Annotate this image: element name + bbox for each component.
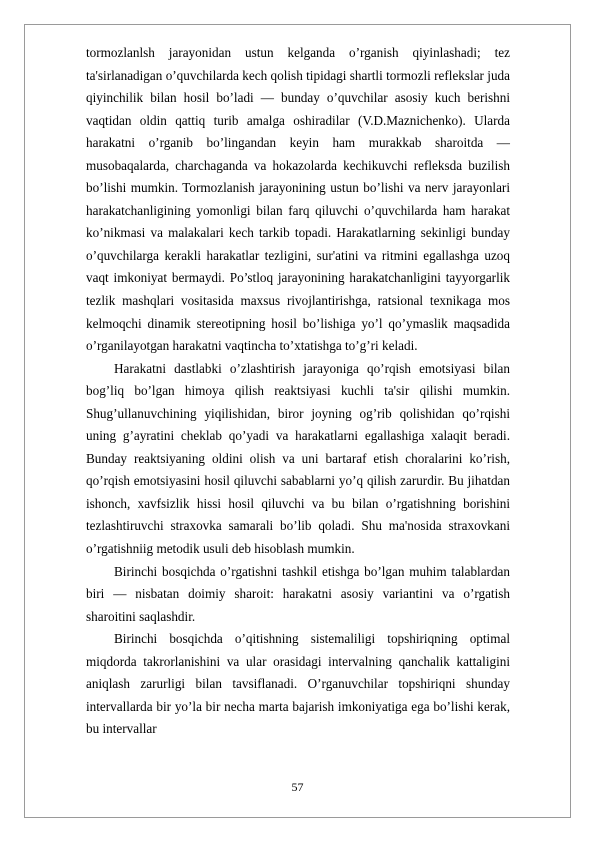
paragraph-continuation: tormozlanlsh jarayonidan ustun kelganda o’rganish qiyinlashadi; tez ta'sirlanadigan o’quvchilarda kech qolish tipidagi shartli tormozli reflekslar juda qiyinchilik bilan hosil bo’ladi — bunday o’quvchilar asosiy kuch berishni vaqtidan oldin qattiq turib amalga oshiradilar (V.D.Maznichenko). Ularda harakatni o’rganib bo’lingandan keyin ham murakkab sharoitda — musobaqalarda, charchaganda va hokazolarda kechikuvchi refleksda buzilish bo’lishi mumkin. Tormozlanish jarayonining ustun bo’lishi va nerv jarayonlari harakatchanligining yomonligi bilan farq qiluvchi o’quvchilarda ham harakat ko’nikmasi va malakalari kech tarkib topadi. Harakatlarning sekinligi bunday o’quvchilarga kerakli harakatlar tezligini, sur'atini va ritmini egallashga uzoq vaqt imkoniyat bermaydi. Po’stloq jarayonining harakatchanligini tayyorgarlik tezlik mashqlari vositasida maxsus rivojlantirishga, ratsional texnikaga mos kelmoqchi dinamik stereotipning hosil bo’lishiga yo’l qo’ymaslik maqsadida o’rganilayotgan harakatni vaqtincha to’xtatishga to’g’ri keladi.	[86, 45, 510, 354]
page-number: 57	[291, 780, 304, 794]
body-text	[86, 42, 510, 741]
paragraph-constant-conditions: Birinchi bosqichda o’rgatishni tashkil etishga bo’lgan muhim talablardan biri — nisbatan doimiy sharoit: harakatni asosiy variantini va o’rgatish sharoitini saqlashdir.	[86, 563, 510, 624]
paragraph-fear-reaction: Harakatni dastlabki o’zlashtirish jarayoniga qo’rqish emotsiyasi bilan bog’liq bo’lgan himoya qilish reaktsiyasi kuchli ta'sir qilishi mumkin. Shug’ullanuvchining yiqilishidan, biror joyning og’rib qolishidan qo’rqishi uning g’ayratini cheklab qo’yadi va harakatlarni egallashiga xalaqit beradi. Bunday reaktsiyaning oldini olish va uni bartaraf etish choralarini ko’rish, qo’rqish emotsiyasini hosil qiluvchi sabablarni yo’q qilish zarurdir. Bu jihatdan ishonch, xavfsizlik hissi hosil qiluvchi va bu bilan o’rgatishning borishini tezlashtiruvchi straxovka samarali bo’lib qoladi. Shu ma'nosida straxovkani o’rgatishniig metodik usuli deb hisoblash mumkin.	[86, 360, 510, 557]
paragraph-systematic-teaching: Birinchi bosqichda o’qitishning sistemaliligi topshiriqning optimal miqdorda takrorlanishini va ular orasidagi intervalning qanchalik kattaligini aniqlash zarurligi bilan tavsiflanadi. O’rganuvchilar topshiriqni shunday intervallarda bir yo’la bir necha marta bajarish imkoniyatiga ega bo’lishi kerak, bu intervallar	[86, 631, 510, 737]
